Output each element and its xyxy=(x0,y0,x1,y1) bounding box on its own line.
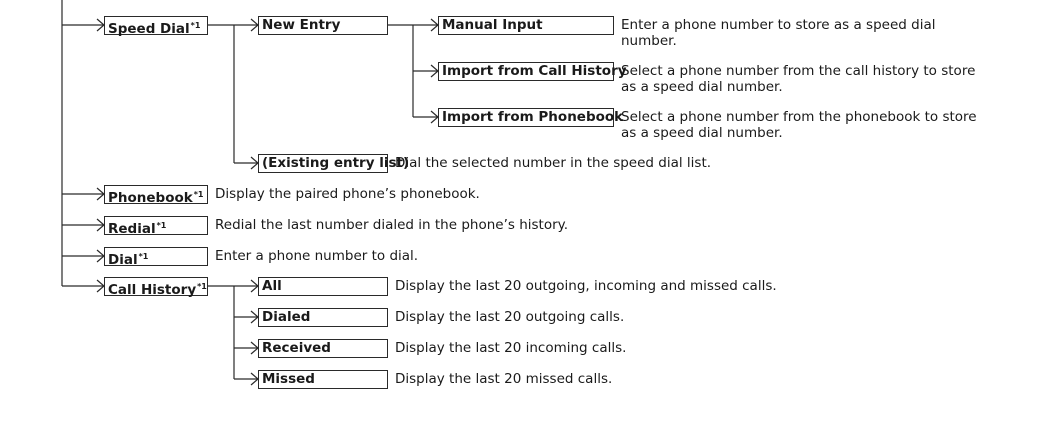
node-label: Speed Dial xyxy=(108,21,190,37)
existing-entry-list-description: Dial the selected number in the speed dial list. xyxy=(395,155,712,171)
node-label: Redial xyxy=(108,221,156,237)
manual-input-node: Manual Input xyxy=(438,16,614,35)
redial-node xyxy=(104,216,208,235)
branch-redial xyxy=(62,219,104,231)
call-history-all-description: Display the last 20 outgoing, incoming and missed calls. xyxy=(395,278,777,294)
call-history-all-node: All xyxy=(258,277,388,296)
existing-entry-list-node: (Existing entry list) xyxy=(258,154,388,173)
node-label: Call History xyxy=(108,282,197,298)
branch-dial xyxy=(62,250,104,262)
footnote-marker: *1 xyxy=(190,21,201,30)
redial-description: Redial the last number dialed in the phone’s history. xyxy=(215,217,568,233)
footnote-marker: *1 xyxy=(138,252,149,261)
footnote-marker: *1 xyxy=(193,190,204,199)
new-entry-node: New Entry xyxy=(258,16,388,35)
call-history-received-node: Received xyxy=(258,339,388,358)
call-history-node xyxy=(104,277,208,296)
call-history-received-description: Display the last 20 incoming calls. xyxy=(395,340,627,356)
footnote-marker: *1 xyxy=(156,221,167,230)
footnote-marker: *1 xyxy=(197,282,207,291)
branch-call-history xyxy=(62,280,104,292)
dial-node xyxy=(104,247,208,266)
node-label: Phonebook xyxy=(108,190,193,206)
manual-input-description-line-2: number. xyxy=(621,33,677,49)
import-from-call-history-description-line-1: Select a phone number from the call history to store xyxy=(621,63,976,79)
call-history-missed-description: Display the last 20 missed calls. xyxy=(395,371,613,387)
node-label: Dial xyxy=(108,252,138,268)
call-history-missed-node: Missed xyxy=(258,370,388,389)
branch-speed-dial xyxy=(62,19,104,31)
call-history-dialed-description: Display the last 20 outgoing calls. xyxy=(395,309,625,325)
import-from-phonebook-description-line-2: as a speed dial number. xyxy=(621,125,783,141)
import-from-phonebook-node: Import from Phonebook xyxy=(438,108,614,127)
phonebook-description: Display the paired phone’s phonebook. xyxy=(215,186,480,202)
import-from-call-history-description-line-2: as a speed dial number. xyxy=(621,79,783,95)
speed-dial-node xyxy=(104,16,208,35)
manual-input-description-line-1: Enter a phone number to store as a speed dial xyxy=(621,17,936,33)
call-history-dialed-node: Dialed xyxy=(258,308,388,327)
branch-phonebook xyxy=(62,188,104,200)
import-from-phonebook-description-line-1: Select a phone number from the phonebook to store xyxy=(621,109,977,125)
phonebook-node xyxy=(104,185,208,204)
import-from-call-history-node: Import from Call History xyxy=(438,62,614,81)
dial-description: Enter a phone number to dial. xyxy=(215,248,419,264)
